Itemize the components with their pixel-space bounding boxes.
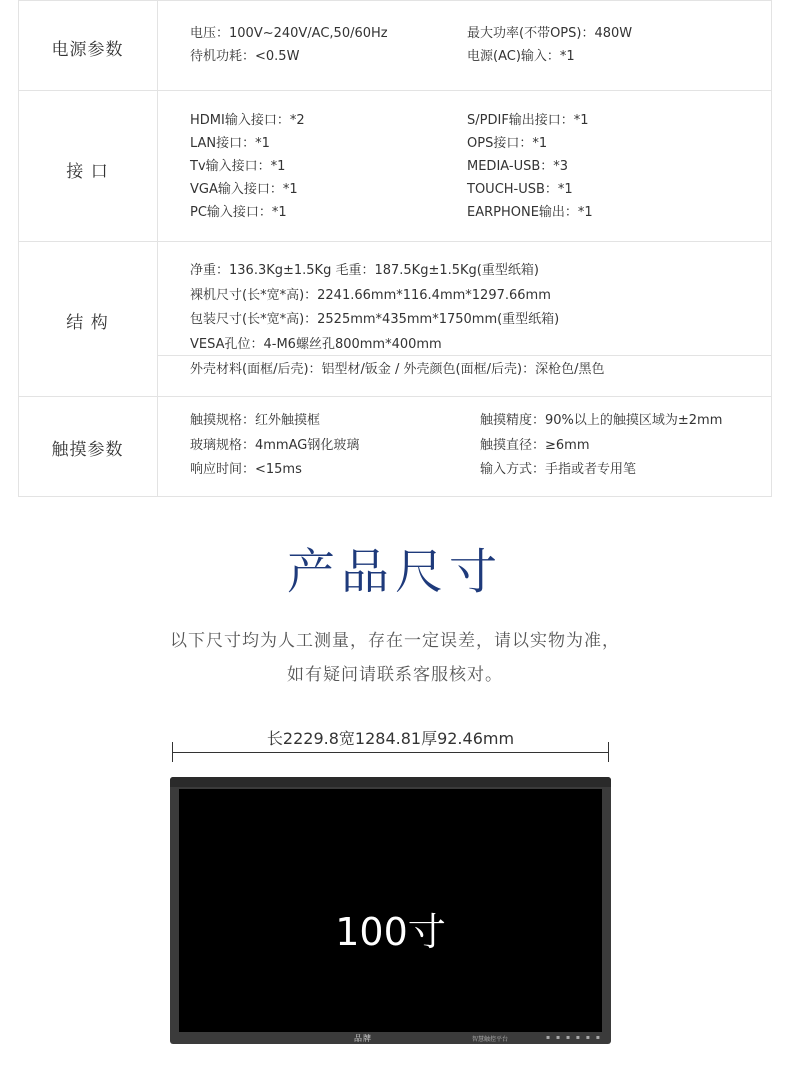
bezel-button-icons: ▪ ▪ ▪ ▪ ▪ ▪ bbox=[546, 1034, 602, 1041]
power-left-column bbox=[190, 22, 388, 68]
spec-item: OPS接口：*1 bbox=[467, 136, 548, 151]
bezel-text: 智慧触控平台 bbox=[472, 1036, 509, 1043]
spec-item: 玻璃规格：4mmAG钢化玻璃 bbox=[190, 437, 360, 453]
spec-item: 触摸直径：≥6mm bbox=[480, 437, 590, 453]
brand-logo: 品牌 bbox=[354, 1034, 372, 1043]
category-structure: 结 构 bbox=[66, 313, 109, 333]
table-border-right bbox=[771, 0, 772, 497]
dimension-label: 长2229.8宽1284.81厚92.46mm bbox=[266, 729, 515, 748]
spec-item: 响应时间：<15ms bbox=[190, 462, 302, 477]
category-power: 电源参数 bbox=[51, 40, 124, 60]
spec-item: VGA输入接口：*1 bbox=[190, 182, 298, 197]
spec-item: Tv输入接口：*1 bbox=[190, 159, 286, 174]
interface-right-column bbox=[467, 109, 593, 224]
row-divider bbox=[18, 396, 772, 397]
category-interface: 接 口 bbox=[66, 162, 109, 182]
spec-item: 触摸精度：90%以上的触摸区域为±2mm bbox=[480, 413, 723, 428]
section-subtitle-line2: 如有疑问请联系客服核对。 bbox=[287, 665, 503, 685]
spec-item: 裸机尺寸(长*宽*高)：2241.66mm*116.4mm*1297.66mm bbox=[190, 287, 551, 303]
dimension-line bbox=[172, 752, 609, 753]
spec-item: 电源(AC)输入：*1 bbox=[467, 49, 575, 64]
spec-item: EARPHONE输出：*1 bbox=[467, 205, 593, 220]
table-column-divider bbox=[157, 0, 158, 497]
screen-size-label: 100寸 bbox=[335, 910, 446, 954]
touch-right-column bbox=[480, 409, 722, 483]
table-border-bottom bbox=[18, 496, 772, 497]
tv-top-bezel bbox=[170, 777, 611, 787]
row-divider bbox=[18, 241, 772, 242]
table-border-top bbox=[18, 0, 772, 1]
spec-item: 电压：100V~240V/AC,50/60Hz bbox=[190, 26, 388, 41]
spec-item: TOUCH-USB：*1 bbox=[467, 182, 573, 197]
spec-item: LAN接口：*1 bbox=[190, 136, 270, 151]
spec-item: PC输入接口：*1 bbox=[190, 205, 287, 220]
category-touch: 触摸参数 bbox=[51, 440, 124, 460]
section-title: 产品尺寸 bbox=[286, 544, 503, 600]
structure-column bbox=[190, 259, 559, 357]
spec-item: 净重：136.3Kg±1.5Kg 毛重：187.5Kg±1.5Kg(重型纸箱) bbox=[190, 263, 539, 278]
spec-item: S/PDIF输出接口：*1 bbox=[467, 113, 589, 128]
tv-illustration bbox=[170, 777, 611, 1044]
interface-left-column bbox=[190, 109, 305, 224]
spec-item: VESA孔位：4-M6螺丝孔800mm*400mm bbox=[190, 336, 442, 352]
row-divider bbox=[18, 90, 772, 91]
structure-shell-spec: 外壳材料(面框/后壳)：铝型材/钣金 / 外壳颜色(面框/后壳)：深枪色/黑色 bbox=[190, 362, 605, 377]
tv-screen bbox=[179, 789, 602, 1032]
dimension-tick-left bbox=[172, 742, 173, 762]
spec-item: 包装尺寸(长*宽*高)：2525mm*435mm*1750mm(重型纸箱) bbox=[190, 312, 560, 327]
spec-item: 触摸规格：红外触摸框 bbox=[190, 413, 321, 428]
dimension-tick-right bbox=[608, 742, 609, 762]
spec-item: 待机功耗：<0.5W bbox=[190, 49, 300, 64]
section-subtitle-line1: 以下尺寸均为人工测量，存在一定误差，请以实物为准， bbox=[170, 631, 620, 651]
spec-item: MEDIA-USB：*3 bbox=[467, 159, 569, 174]
spec-table bbox=[18, 0, 772, 497]
spec-item: 输入方式：手指或者专用笔 bbox=[480, 462, 637, 477]
spec-item: 最大功率(不带OPS)：480W bbox=[467, 26, 633, 41]
power-right-column bbox=[467, 22, 632, 68]
spec-item: HDMI输入接口：*2 bbox=[190, 113, 305, 128]
touch-left-column bbox=[190, 409, 359, 483]
table-border-left bbox=[18, 0, 19, 497]
